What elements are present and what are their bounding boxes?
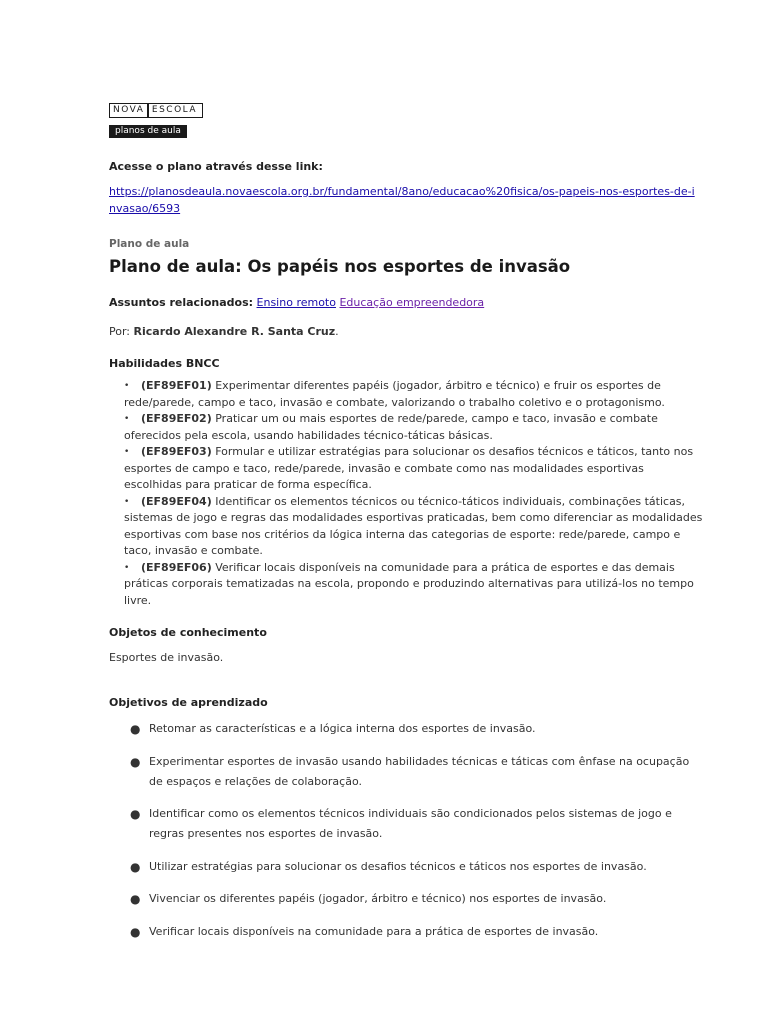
bncc-skills-list: [124, 378, 704, 609]
author-prefix: Por:: [109, 325, 131, 338]
bncc-heading: Habilidades BNCC: [109, 357, 220, 370]
bullet-icon: ●: [130, 859, 141, 874]
skill-code: (EF89EF03): [141, 445, 212, 458]
skill-text: Experimentar diferentes papéis (jogador, árbitro e técnico) e fruir os esportes de rede/parede, campo e taco, invasão e combate, valorizando o trabalho coletivo e o protagonismo.: [124, 379, 665, 409]
bncc-skill-item: [124, 378, 704, 411]
objective-text: Experimentar esportes de invasão usando habilidades técnicas e táticas com ênfase na ocupação de espaços e relações de colaboração.: [149, 754, 690, 788]
nova-escola-logo[interactable]: [109, 103, 203, 138]
objective-text: Utilizar estratégias para solucionar os desafios técnicos e táticos nos esportes de invasão.: [149, 859, 647, 873]
skill-text: Verificar locais disponíveis na comunidade para a prática de esportes e das demais práticas corporais tematizadas na escola, propondo e produzindo alternativas para utilizá-los no tempo livre.: [124, 560, 694, 607]
skill-text: Formular e utilizar estratégias para solucionar os desafios técnicos e táticos, tanto nos esportes de campo e taco, rede/parede, invasão e combate como nas modalidades esportivas escolhidas para praticar de forma específica.: [124, 445, 694, 491]
logo-tagline: planos de aula: [109, 125, 187, 138]
bullet-icon: ●: [130, 924, 141, 939]
objective-item: [130, 719, 705, 739]
logo-word-escola: ESCOLA: [151, 105, 198, 115]
knowledge-heading: Objetos de conhecimento: [109, 626, 267, 639]
skill-code: (EF89EF04): [141, 494, 212, 508]
related-label: Assuntos relacionados:: [109, 296, 254, 309]
bncc-skill-item: [124, 411, 704, 444]
objective-item: [130, 857, 705, 877]
related-link-educacao-empreendedora[interactable]: Educação empreendedora: [339, 296, 485, 309]
knowledge-text: Esportes de invasão.: [109, 651, 224, 664]
access-label: Acesse o plano através desse link:: [109, 160, 323, 173]
objective-item: [130, 922, 705, 942]
skill-code: (EF89EF02): [141, 412, 212, 425]
author-name: Ricardo Alexandre R. Santa Cruz: [133, 325, 336, 338]
objectives-list: [130, 719, 705, 954]
author-line: [109, 325, 339, 338]
bullet-icon: ●: [130, 807, 141, 821]
bullet-icon: ●: [130, 892, 141, 906]
related-link-ensino-remoto[interactable]: Ensino remoto: [256, 296, 336, 309]
plan-url-link[interactable]: https://planosdeaula.novaescola.org.br/fundamental/8ano/educacao%20fisica/os-papeis-nos-esportes-de-invasao/6593: [109, 185, 695, 215]
bncc-skill-item: [124, 494, 704, 560]
skill-text: Identificar os elementos técnicos ou técnico-táticos individuais, combinações táticas, sistemas de jogo e regras das modalidades esportivas praticadas, bem como diferenciar as modalidades esportivas com base nos critérios da lógica interna das categorias de esporte: rede/parede, campo e taco, invasão e combate.: [124, 494, 703, 557]
objective-text: Verificar locais disponíveis na comunidade para a prática de esportes de invasão.: [149, 924, 599, 938]
objective-text: Vivenciar os diferentes papéis (jogador, árbitro e técnico) nos esportes de invasão.: [149, 892, 607, 905]
bncc-skill-item: [124, 444, 704, 494]
bullet-icon: ●: [130, 754, 141, 769]
bullet-icon: ●: [130, 722, 141, 736]
bncc-skill-item: [124, 560, 704, 610]
objective-item: [130, 752, 705, 792]
objective-text: Identificar como os elementos técnicos individuais são condicionados pelos sistemas de jogo e regras presentes nos esportes de invasão.: [149, 807, 672, 840]
skill-text: Praticar um ou mais esportes de rede/parede, campo e taco, invasão e combate oferecidos pela escola, usando habilidades técnico-táticas básicas.: [124, 412, 658, 442]
skill-code: (EF89EF01): [141, 379, 212, 392]
related-subjects: [109, 294, 484, 311]
author-suffix: .: [335, 325, 339, 338]
breadcrumb: Plano de aula: [109, 238, 190, 250]
page-title: Plano de aula: Os papéis nos esportes de invasão: [109, 257, 571, 276]
skill-code: (EF89EF06): [141, 560, 212, 574]
objectives-heading: Objetivos de aprendizado: [109, 696, 268, 709]
objective-item: [130, 889, 705, 909]
objective-item: [130, 804, 705, 844]
logo-wordmark: [109, 103, 203, 118]
logo-word-nova: NOVA: [113, 105, 145, 115]
objective-text: Retomar as características e a lógica interna dos esportes de invasão.: [149, 722, 536, 735]
